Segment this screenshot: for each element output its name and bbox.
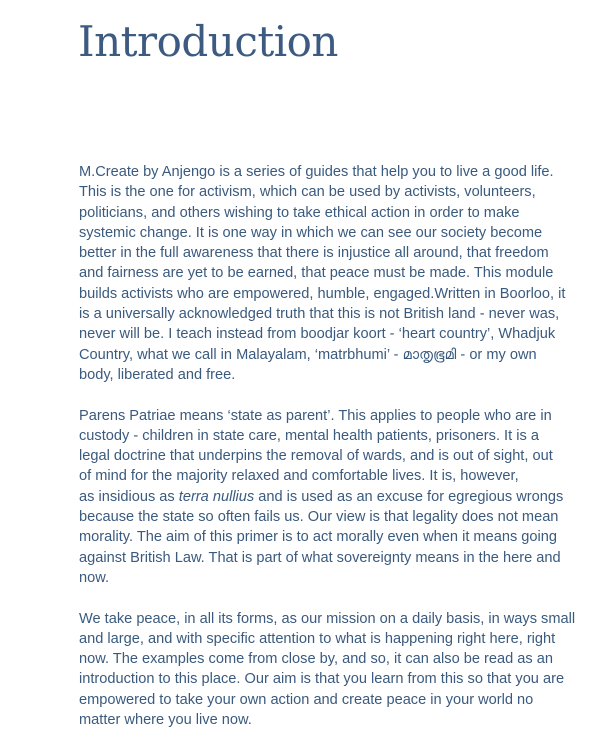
text-line: and fairness are yet to be earned, that peace must be made. This module [79, 265, 554, 282]
text-segment: as insidious as [79, 488, 179, 505]
text-line: We take peace, in all its forms, as our mission on a daily basis, in ways small [79, 610, 576, 627]
text-line: politicians, and others wishing to take ethical action in order to make [79, 204, 520, 221]
text-line: empowered to take your own action and create peace in your world no [79, 691, 534, 708]
text-line: better in the full awareness that there is injustice all around, that freedom [79, 245, 549, 262]
text-line: M.Create by Anjengo is a series of guides that help you to live a good life. [79, 164, 554, 180]
text-line-with-italic [79, 487, 571, 507]
text-line: because the state so often fails us. Our view is that legality does not mean [79, 509, 559, 526]
page-title: Introduction [78, 17, 338, 66]
text-line: introduction to this place. Our aim is that you learn from this so that you are [79, 671, 565, 688]
body-text [79, 162, 576, 751]
text-line: legal doctrine that underpins the removal of wards, and is out of sight, out [79, 448, 553, 465]
paragraph-intro [79, 162, 571, 385]
text-line: now. The examples come from close by, and so, it can also be read as an [79, 651, 554, 668]
text-line: custody - children in state care, mental health patients, prisoners. It is a [79, 427, 539, 444]
text-line: of mind for the majority relaxed and comfortable lives. It is, however, [79, 468, 519, 485]
text-line: matter where you live now. [79, 712, 252, 729]
text-line: and large, and with specific attention to what is happening right here, right [79, 630, 556, 647]
text-line: systemic change. It is one way in which we can see our society become [79, 224, 543, 241]
text-line: is a universally acknowledged truth that this is not British land - never was, [79, 306, 560, 323]
text-line: never will be. I teach instead from boodjar koort - ‘heart country’, Whadjuk [79, 326, 556, 343]
text-line: body, liberated and free. [79, 366, 236, 383]
paragraph-peace-mission [79, 609, 576, 731]
paragraph-parens-patriae [79, 406, 571, 589]
text-line: Country, what we call in Malayalam, ‘matrbhumi’ - മാതൃഭൂമി - or my own [79, 346, 537, 363]
text-line: Parens Patriae means ‘state as parent’. This applies to people who are in [79, 407, 552, 424]
italic-term: terra nullius [178, 488, 255, 505]
text-line: This is the one for activism, which can be used by activists, volunteers, [79, 184, 536, 201]
text-line: now. [79, 569, 110, 586]
text-line: against British Law. That is part of what sovereignty means in the here and [79, 549, 561, 566]
text-line: morality. The aim of this primer is to act morally even when it means going [79, 529, 558, 546]
text-line: builds activists who are empowered, humble, engaged.Written in Boorloo, it [79, 285, 566, 302]
text-segment: and is used as an excuse for egregious wrongs [254, 488, 564, 505]
